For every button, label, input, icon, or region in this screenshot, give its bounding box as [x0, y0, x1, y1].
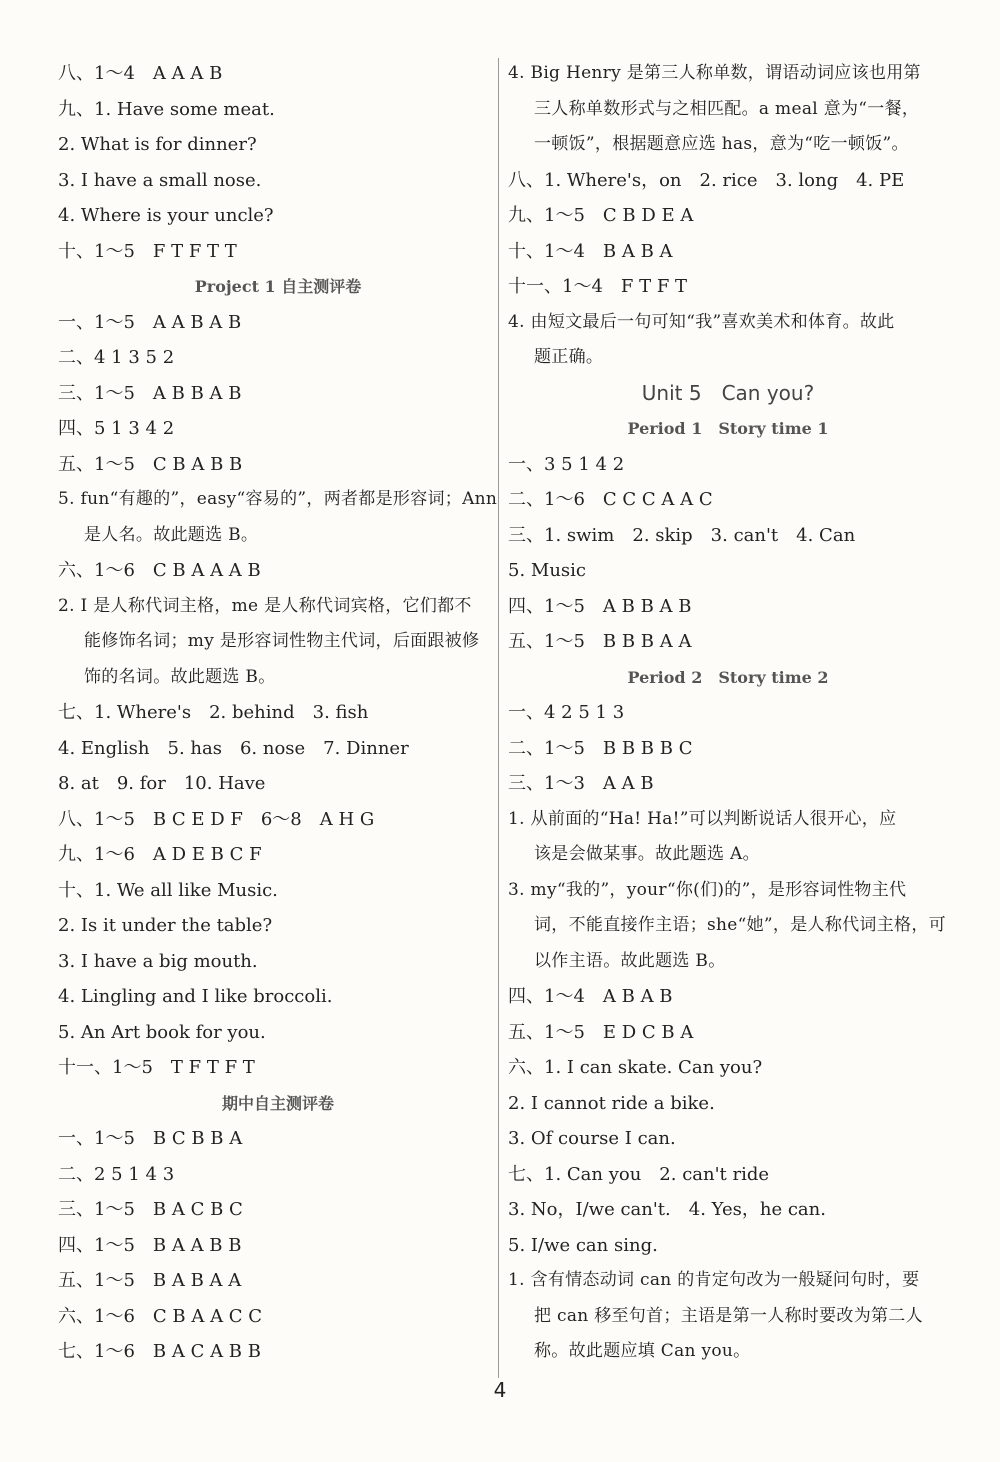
- answer-line: 十、1. We all like Music.: [58, 879, 278, 901]
- right-column: [508, 56, 948, 1370]
- answer-line: 一、3 5 1 4 2: [508, 453, 625, 475]
- answer-line: 四、1～5 A B B A B: [508, 595, 692, 617]
- explanation-continuation: 是人名。故此题选 B。: [84, 524, 259, 545]
- answer-line: 2. Is it under the table?: [58, 915, 273, 936]
- explanation-continuation: 称。故此题应填 Can you。: [534, 1341, 751, 1361]
- explanation-line: 1. 从前面的“Ha! Ha!”可以判断说话人很开心，应: [508, 808, 897, 829]
- left-column: [58, 56, 498, 1370]
- answer-line: 8. at 9. for 10. Have: [58, 773, 266, 794]
- answer-line: 2. I cannot ride a bike.: [508, 1092, 715, 1114]
- answer-line: 二、1～6 C C C A A C: [508, 489, 713, 510]
- answer-line: 七、1～6 B A C A B B: [58, 1341, 261, 1362]
- answer-line: 四、1～4 A B A B: [508, 986, 673, 1007]
- answer-line: 一、1～5 A A B A B: [58, 311, 242, 333]
- explanation-continuation: 饰的名词。故此题选 B。: [84, 666, 276, 687]
- answer-line: 3. No，I/we can't. 4. Yes，he can.: [508, 1199, 826, 1220]
- explanation-continuation: 词，不能直接作主语；she“她”，是人称代词主格，可: [534, 915, 946, 935]
- explanation-continuation: 能修饰名词；my 是形容词性物主代词，后面跟被修: [84, 631, 480, 651]
- answer-line: 三、1～3 A A B: [508, 773, 654, 794]
- explanation-line: 4. Big Henry 是第三人称单数，谓语动词应该也用第: [508, 63, 921, 83]
- answer-line: 四、1～5 B A A B B: [58, 1234, 242, 1256]
- answer-line: 十一、1～5 T F T F T: [58, 1057, 255, 1078]
- answer-line: 六、1. I can skate. Can you?: [508, 1057, 763, 1078]
- answer-line: 二、4 1 3 5 2: [58, 347, 175, 368]
- answer-line: 三、1～5 B A C B C: [58, 1199, 243, 1220]
- answer-line: 八、1～5 B C E D F 6～8 A H G: [58, 808, 375, 830]
- answer-line: 九、1. Have some meat.: [58, 98, 275, 120]
- explanation-continuation: 该是会做某事。故此题选 A。: [534, 844, 760, 864]
- explanation-continuation: 题正确。: [534, 347, 604, 367]
- answer-line: 三、1～5 A B B A B: [58, 382, 242, 404]
- answer-line: 十、1～4 B A B A: [508, 240, 673, 262]
- answer-line: 六、1～6 C B A A C C: [58, 1305, 263, 1327]
- answer-line: 3. I have a small nose.: [58, 169, 262, 191]
- explanation-continuation: 三人称单数形式与之相匹配。a meal 意为“一餐，: [534, 98, 920, 119]
- answer-line: 一、4 2 5 1 3: [508, 702, 625, 723]
- section-heading: Period 1 Story time 1: [627, 419, 829, 438]
- answer-line: 五、1～5 C B A B B: [58, 453, 243, 475]
- page-number: 4: [493, 1378, 507, 1402]
- answer-line: 八、1～4 A A A B: [58, 63, 223, 84]
- explanation-line: 3. my“我的”，your“你(们)的”，是形容词性物主代: [508, 879, 907, 900]
- answer-line: 4. English 5. has 6. nose 7. Dinner: [58, 737, 409, 759]
- section-heading: Period 2 Story time 2: [627, 667, 829, 687]
- answer-line: 5. I/we can sing.: [508, 1234, 658, 1256]
- answer-line: 3. I have a big mouth.: [58, 950, 258, 972]
- answer-line: 五、1～5 B B B A A: [508, 631, 692, 652]
- answer-line: 一、1～5 B C B B A: [58, 1128, 243, 1149]
- unit-title: Unit 5 Can you?: [641, 380, 815, 405]
- explanation-line: 5. fun“有趣的”，easy“容易的”，两者都是形容词；Ann: [58, 489, 498, 509]
- answer-line: 3. Of course I can.: [508, 1128, 676, 1149]
- answer-line: 九、1～5 C B D E A: [508, 205, 694, 226]
- answer-line: 4. Lingling and I like broccoli.: [58, 986, 333, 1007]
- answer-line: 5. Music: [508, 560, 586, 581]
- explanation-line: 2. I 是人称代词主格，me 是人称代词宾格，它们都不: [58, 595, 472, 616]
- answer-line: 二、2 5 1 4 3: [58, 1163, 175, 1185]
- answer-line: 十一、1～4 F T F T: [508, 276, 688, 297]
- answer-line: 十、1～5 F T F T T: [58, 240, 237, 262]
- column-divider: [498, 58, 499, 1378]
- section-heading: 期中自主测评卷: [221, 1093, 334, 1113]
- answer-line: 九、1～6 A D E B C F: [58, 844, 262, 865]
- answer-line: 二、1～5 B B B B C: [508, 737, 693, 759]
- answer-line: 六、1～6 C B A A A B: [58, 560, 261, 581]
- explanation-line: 4. 由短文最后一句可知“我”喜欢美术和体育。故此: [508, 311, 895, 332]
- answer-line: 四、5 1 3 4 2: [58, 418, 175, 439]
- answer-line: 七、1. Where's 2. behind 3. fish: [58, 702, 369, 723]
- answer-line: 4. Where is your uncle?: [58, 205, 274, 226]
- answer-line: 五、1～5 B A B A A: [58, 1270, 242, 1291]
- answer-line: 5. An Art book for you.: [58, 1021, 266, 1043]
- explanation-continuation: 把 can 移至句首；主语是第一人称时要改为第二人: [534, 1305, 923, 1326]
- answer-line: 2. What is for dinner?: [58, 134, 257, 155]
- explanation-line: 1. 含有情态动词 can 的肯定句改为一般疑问句时，要: [508, 1270, 920, 1290]
- answer-line: 七、1. Can you 2. can't ride: [508, 1163, 770, 1185]
- explanation-continuation: 以作主语。故此题选 B。: [534, 950, 726, 971]
- answer-line: 八、1. Where's，on 2. rice 3. long 4. PE: [508, 169, 905, 191]
- explanation-continuation: 一顿饭”，根据题意应选 has，意为“吃一顿饭”。: [534, 134, 909, 154]
- answer-line: 三、1. swim 2. skip 3. can't 4. Can: [508, 524, 856, 546]
- section-heading: Project 1 自主测评卷: [194, 277, 362, 296]
- answer-line: 五、1～5 E D C B A: [508, 1021, 694, 1043]
